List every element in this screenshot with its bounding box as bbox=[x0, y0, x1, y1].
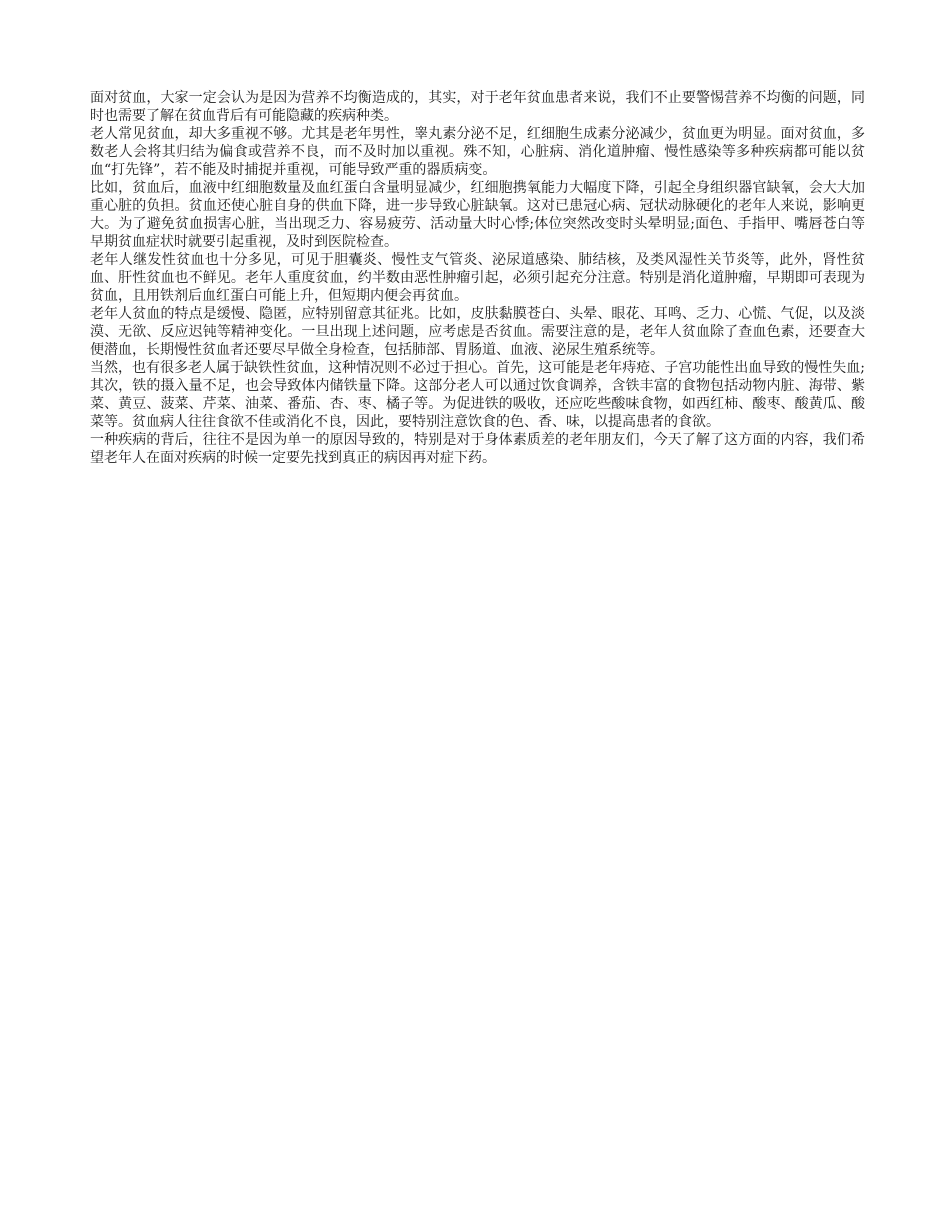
article-body bbox=[90, 89, 865, 467]
paragraph-iron-deficiency: 当然，也有很多老人属于缺铁性贫血，这种情况则不必过于担心。首先，这可能是老年痔疮、子宫功能性出血导致的慢性失血;其次，铁的摄入量不足，也会导致体内储铁量下降。这部分老人可以通过饮食调养，含铁丰富的食物包括动物内脏、海带、紫菜、黄豆、菠菜、芹菜、油菜、番茄、杏、枣、橘子等。为促进铁的吸收，还应吃些酸味食物，如西红柿、酸枣、酸黄瓜、酸菜等。贫血病人往往食欲不佳或消化不良，因此，要特别注意饮食的色、香、味，以提高患者的食欲。 bbox=[90, 360, 865, 430]
paragraph-symptoms: 老年人贫血的特点是缓慢、隐匿，应特别留意其征兆。比如，皮肤黏膜苍白、头晕、眼花、耳鸣、乏力、心慌、气促，以及淡漠、无欲、反应迟钝等精神变化。一旦出现上述问题，应考虑是否贫血。需要注意的是，老年人贫血除了查血色素，还要查大便潜血，长期慢性贫血者还要尽早做全身检查，包括肺部、胃肠道、血液、泌尿生殖系统等。 bbox=[90, 306, 865, 358]
paragraph-intro: 面对贫血，大家一定会认为是因为营养不均衡造成的，其实，对于老年贫血患者来说，我们不止要警惕营养不均衡的问题，同时也需要了解在贫血背后有可能隐藏的疾病种类。 bbox=[90, 90, 865, 124]
paragraph-secondary-anemia: 老年人继发性贫血也十分多见，可见于胆囊炎、慢性支气管炎、泌尿道感染、肺结核，及类风湿性关节炎等，此外，肾性贫血、肝性贫血也不鲜见。老年人重度贫血，约半数由恶性肿瘤引起，必须引起充分注意。特别是消化道肿瘤，早期即可表现为贫血，且用铁剂后血红蛋白可能上升，但短期内便会再贫血。 bbox=[90, 252, 865, 304]
paragraph-conclusion: 一种疾病的背后，往往不是因为单一的原因导致的，特别是对于身体素质差的老年朋友们，今天了解了这方面的内容，我们希望老年人在面对疾病的时候一定要先找到真正的病因再对症下药。 bbox=[90, 432, 865, 466]
paragraph-elderly-anemia: 老人常见贫血，却大多重视不够。尤其是老年男性，睾丸素分泌不足，红细胞生成素分泌减少，贫血更为明显。面对贫血，多数老人会将其归结为偏食或营养不良，而不及时加以重视。殊不知，心脏病、消化道肿瘤、慢性感染等多种疾病都可能以贫血“打先锋”，若不能及时捕捉并重视，可能导致严重的器质病变。 bbox=[90, 126, 865, 178]
paragraph-heart-impact: 比如，贫血后，血液中红细胞数量及血红蛋白含量明显减少，红细胞携氧能力大幅度下降，引起全身组织器官缺氧，会大大加重心脏的负担。贫血还使心脏自身的供血下降，进一步导致心脏缺氧。这对已患冠心病、冠状动脉硬化的老年人来说，影响更大。为了避免贫血损害心脏，当出现乏力、容易疲劳、活动量大时心悸;体位突然改变时头晕明显;面色、手指甲、嘴唇苍白等早期贫血症状时就要引起重视，及时到医院检查。 bbox=[90, 180, 865, 250]
